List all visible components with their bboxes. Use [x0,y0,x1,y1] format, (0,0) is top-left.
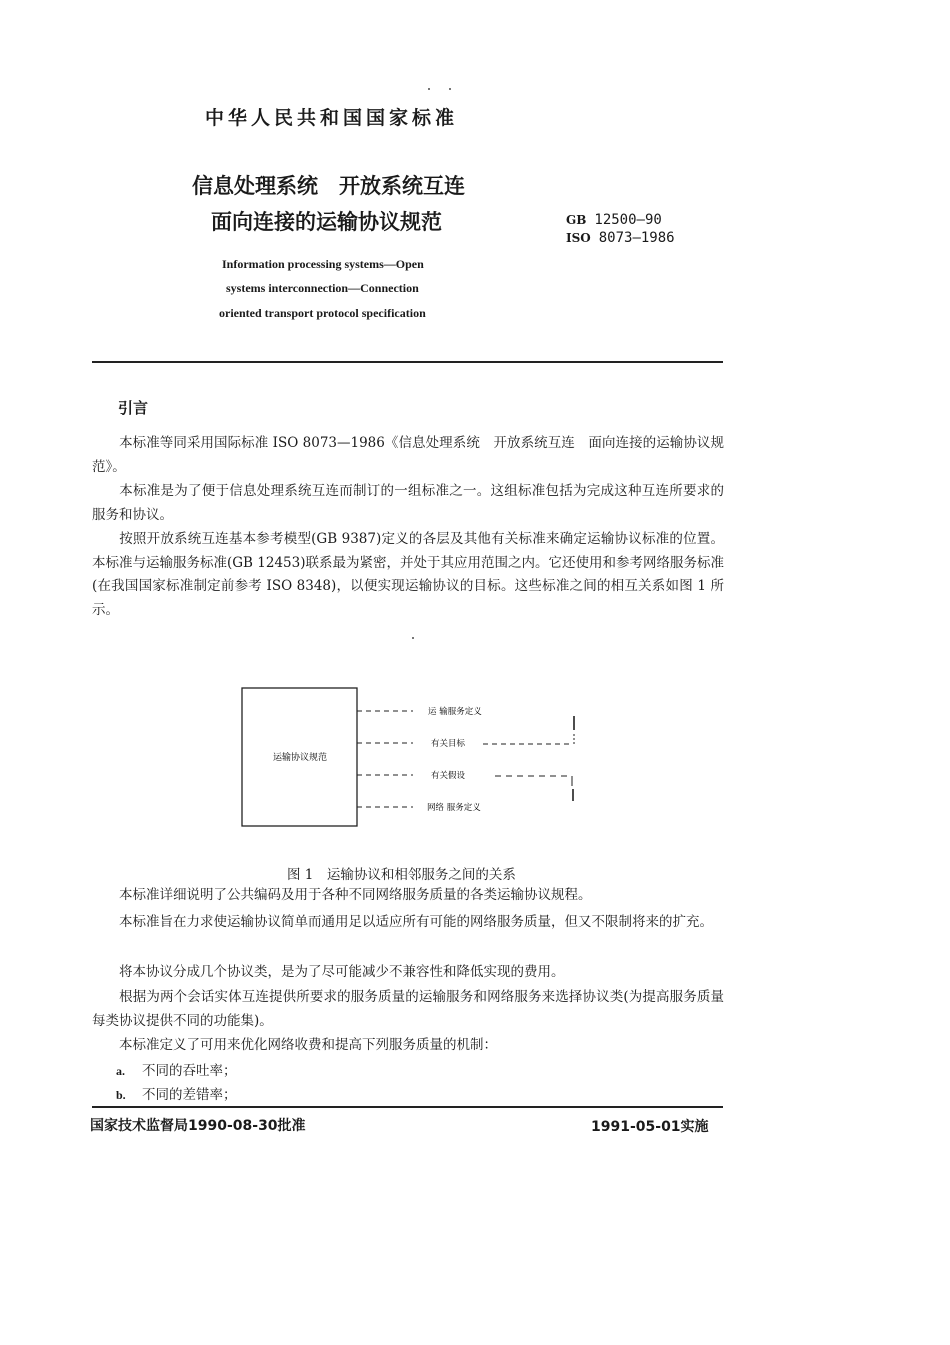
title-line-2: 面向连接的运输协议规范 [211,210,442,234]
intro-paragraph-1: 本标准等同采用国际标准 ISO 8073—1986《信息处理系统 开放系统互连 面向连接的运输协议规范》。 [92,435,724,475]
header-divider [92,361,723,363]
gb-label: GB [566,213,587,227]
implementation-date: 1991-05-01实施 [591,1119,709,1135]
english-title-line-1: Information processing systems—Open [222,257,424,271]
list-text: 不同的吞吐率； [142,1063,237,1079]
footer-divider [92,1106,723,1108]
list-text: 不同的差错率； [142,1087,237,1103]
scan-speck [428,88,430,90]
list-marker: a. [116,1064,125,1078]
figure-1-diagram [230,680,600,840]
list-marker: b. [116,1088,126,1102]
iso-number: 8073—1986 [598,230,675,246]
gb-number: 12500—90 [594,212,662,228]
section-heading: 引言 [118,399,149,417]
english-title-line-3: oriented transport protocol specification [219,306,426,320]
list-item [116,1059,237,1079]
body-paragraph-2: 本标准旨在力求使运输协议简单而通用足以适应所有可能的网络服务质量，但又不限制将来的扩充。 [119,914,713,930]
scan-speck [449,88,451,90]
transport-service-label: 运 输服务定义 [428,707,482,717]
title-line-1: 信息处理系统 开放系统互连 [192,174,465,198]
figure-caption: 图 1 运输协议和相邻服务之间的关系 [287,867,516,883]
network-service-label: 网络 服务定义 [427,803,481,813]
body-paragraph-3: 将本协议分成几个协议类，是为了尽可能减少不兼容性和降低实现的费用。 [119,964,565,980]
related-objectives-label: 有关目标 [431,739,466,749]
body-paragraph-4: 根据为两个会话实体互连提供所要求的服务质量的运输服务和网络服务来选择协议类(为提高服务质量每类协议提供不同的功能集)。 [92,989,724,1029]
body-paragraph-5: 本标准定义了可用来优化网络收费和提高下列服务质量的机制： [119,1037,497,1053]
gb-code [566,212,662,228]
iso-code [566,230,675,246]
approval-date: 国家技术监督局1990-08-30批准 [90,1118,306,1134]
related-assumptions-label: 有关假设 [431,771,466,781]
scan-speck [412,637,414,639]
body-paragraph-1: 本标准详细说明了公共编码及用于各种不同网络服务质量的各类运输协议规程。 [119,887,592,903]
intro-paragraph-2: 本标准是为了便于信息处理系统互连而制订的一组标准之一。这组标准包括为完成这种互连所要求的服务和协议。 [92,483,724,523]
protocol-box-label: 运输协议规范 [272,753,328,763]
intro-paragraph-3: 按照开放系统互连基本参考模型(GB 9387)定义的各层及其他有关标准来确定运输协议标准的位置。本标准与运输服务标准(GB 12453)联系最为紧密，并处于其应用范围之内。它还使用和参考网络服务标准(在我国国家标准制定前参考 ISO 8348)，以便实现运输协议的目标。这些标准之间的相互关系如图 1 所示。 [92,531,724,618]
list-item [116,1083,237,1103]
iso-label: ISO [566,231,591,245]
standard-header: 中华人民共和国国家标准 [205,107,459,129]
english-title-line-2: systems interconnection—Connection [226,281,419,295]
